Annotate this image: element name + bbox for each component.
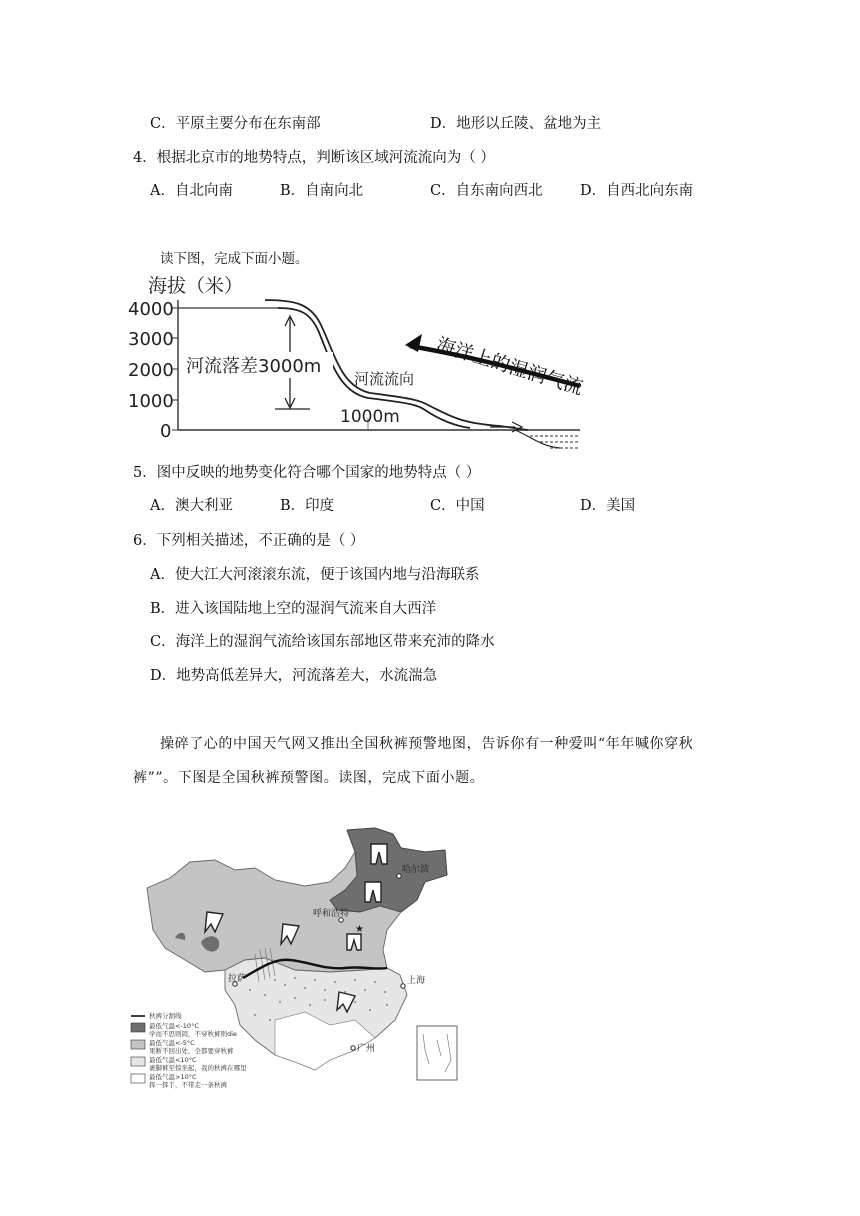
tick-3000: 3000 — [128, 329, 174, 350]
legend-mid-title: 最低气温<-5°C — [149, 1039, 195, 1047]
city-hohhot: 呼和浩特 — [313, 909, 350, 919]
tick-4000: 4000 — [128, 299, 174, 320]
flow-label: 河流流向 — [354, 370, 415, 388]
city-lhasa: 拉萨 — [228, 974, 247, 984]
q5-option-a: A．澳大利亚 — [150, 498, 233, 514]
autumn-pants-map — [125, 820, 465, 1105]
wind-label: 海洋上的湿润气流 — [433, 333, 586, 400]
q5-option-b: B．印度 — [280, 498, 335, 514]
drop-label: 河流落差3000m — [186, 356, 322, 377]
q5-option-d: D．美国 — [580, 498, 636, 514]
q4-option-d: D．自西北向东南 — [580, 183, 694, 199]
city-guangzhou: 广州 — [357, 1044, 376, 1054]
sea-shore — [515, 430, 560, 448]
intro-autumn-pants-1: 操碎了心的中国天气网又推出全国秋裤预警地图，告诉你有一种爱叫“年年喊你穿秋 — [160, 736, 694, 752]
q4-option-c: C．自东南向西北 — [430, 183, 543, 199]
legend-dark-title: 最低气温<-10°C — [149, 1022, 199, 1030]
q6-option-d: D．地势高低差异大，河流落差大，水流湍急 — [150, 668, 438, 684]
profile-ylabel: 海拔（米） — [148, 275, 244, 297]
q6-option-b: B．进入该国陆地上空的湿润气流来自大西洋 — [150, 601, 437, 617]
capital-star: ★ — [355, 924, 364, 935]
elevation-profile-figure — [120, 268, 590, 458]
tick-2000: 2000 — [128, 360, 174, 381]
legend-light-title: 最低气温<10°C — [149, 1056, 197, 1064]
q3-option-c: C．平原主要分布在东南部 — [150, 116, 321, 132]
intro-read-figure: 读下图，完成下面小题。 — [160, 251, 309, 267]
q6-stem: 6．下列相关描述，不正确的是（ ） — [133, 533, 365, 549]
q4-option-a: A．自北向南 — [150, 183, 233, 199]
legend-white-desc: 挥一挥手，不带走一条秋裤 — [149, 1081, 227, 1089]
legend-line: 秋裤分割线 — [149, 1012, 182, 1020]
legend-dark-desc: 学而不思则罔，不穿秋裤则die — [149, 1030, 237, 1038]
q3-option-d: D．地形以丘陵、盆地为主 — [430, 116, 602, 132]
q6-option-c: C．海洋上的湿润气流给该国东部地区带来充沛的降水 — [150, 634, 495, 650]
low-label: 1000m — [340, 407, 400, 427]
q5-option-c: C．中国 — [430, 498, 485, 514]
q6-option-a: A．使大江大河滚滚东流，便于该国内地与沿海联系 — [150, 567, 480, 583]
intro-autumn-pants-2: 裤””。下图是全国秋裤预警图。读图，完成下面小题。 — [133, 770, 485, 786]
q5-stem: 5．图中反映的地势变化符合哪个国家的地势特点（ ） — [133, 465, 481, 481]
tick-1000: 1000 — [128, 391, 174, 412]
tick-0: 0 — [160, 421, 172, 442]
q4-option-b: B．自南向北 — [280, 183, 364, 199]
q4-stem: 4．根据北京市的地势特点，判断该区域河流流向为（ ） — [133, 150, 495, 166]
legend-white-title: 最低气温>10°C — [149, 1073, 197, 1081]
map-legend — [131, 1011, 247, 1089]
legend-light-desc: 裹脚裤至惊坐起，我的秋裤在哪里 — [149, 1064, 247, 1072]
profile-ticks — [128, 299, 178, 442]
city-harbin: 哈尔滨 — [402, 865, 430, 875]
city-shanghai: 上海 — [407, 976, 426, 986]
legend-mid-desc: 果断不回出处，全都要穿秋裤 — [149, 1047, 234, 1055]
